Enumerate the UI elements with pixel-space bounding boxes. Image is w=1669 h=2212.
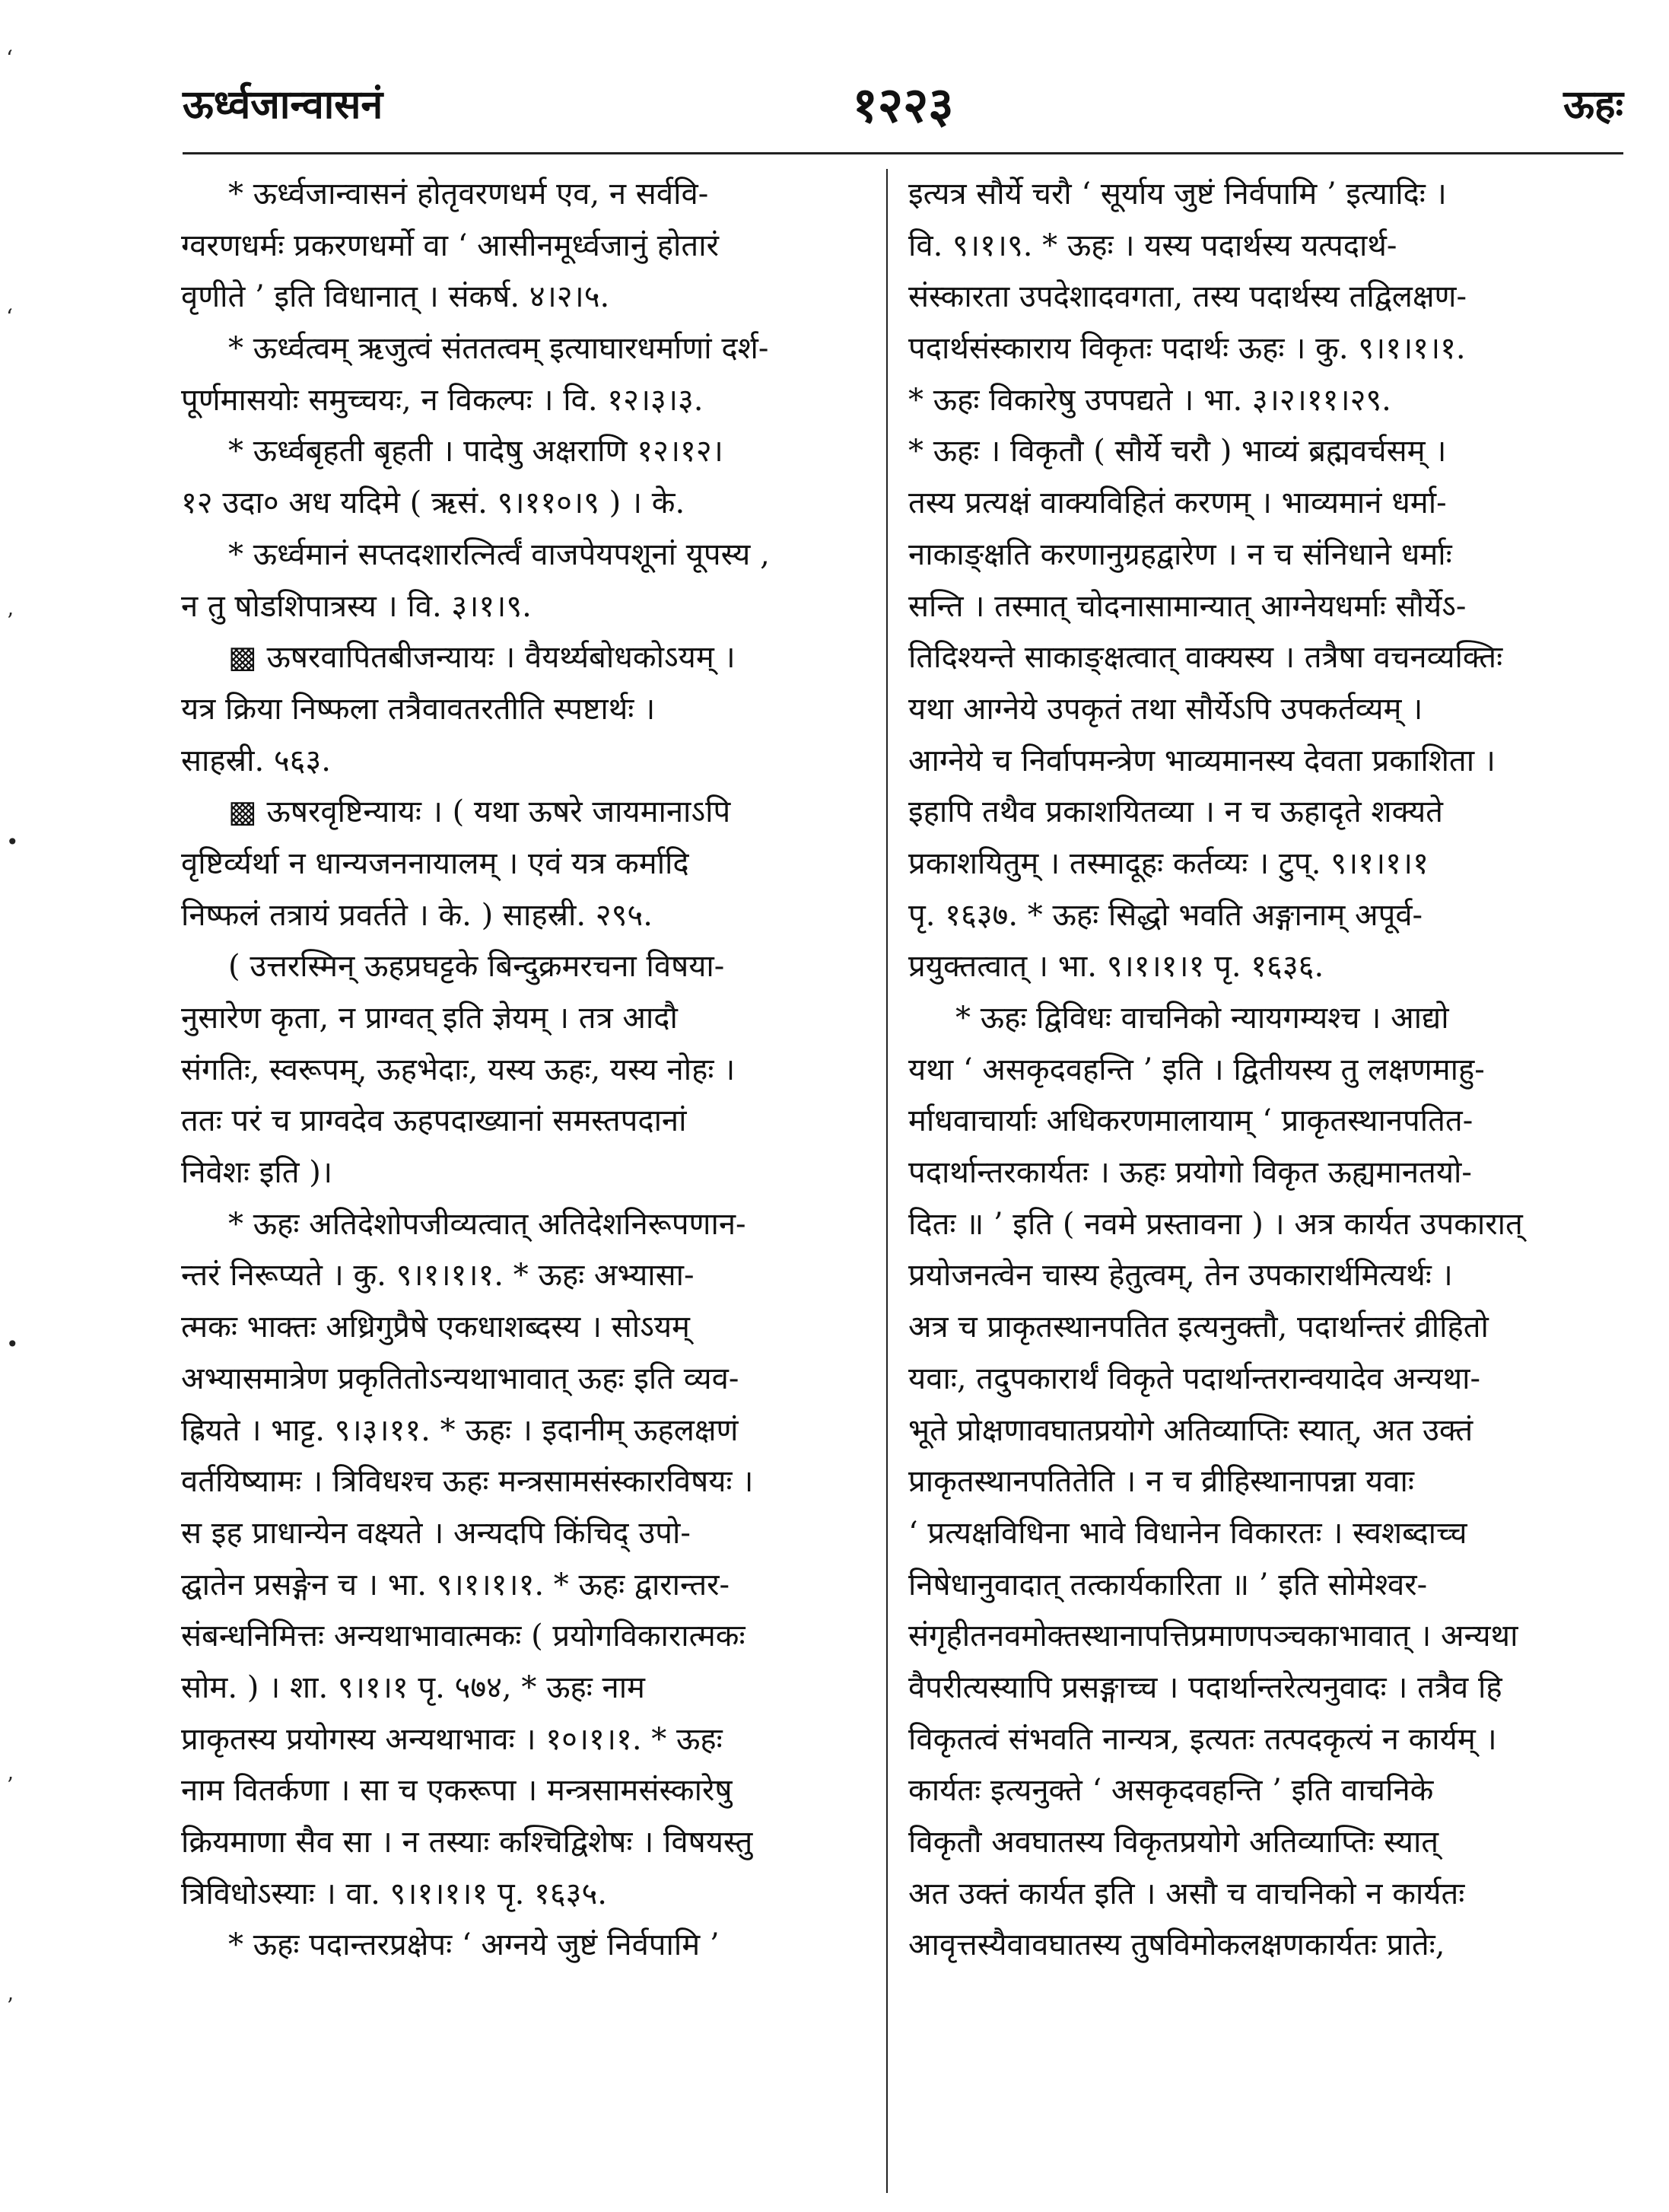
text-line: ‘ प्रत्यक्षविधिना भावे विधानेन विकारतः । स्वशब्दाच्च [908, 1515, 1467, 1551]
text-line: * ऊहः अतिदेशोपजीव्यत्वात् अतिदेशनिरूपणान- [228, 1206, 746, 1242]
text-line: यथा ‘ असकृदवहन्ति ’ इति । द्वितीयस्य तु लक्षणमाहु- [908, 1052, 1485, 1087]
text-line: सन्ति । तस्मात् चोदनासामान्यात् आग्नेयधर्माः सौर्येऽ- [908, 588, 1467, 624]
text-line: यवाः, तदुपकारार्थं विकृते पदार्थान्तरान्वयादेव अन्यथा- [908, 1361, 1481, 1396]
text-line: ▩ ऊषरवापितबीजन्यायः । वैयर्थ्यबोधकोऽयम् । [228, 640, 736, 676]
text-line: ( उत्तरस्मिन् ऊहप्रघट्टके बिन्दुक्रमरचना विषया- [228, 949, 725, 985]
header-right-term: ऊहः [1563, 81, 1623, 128]
text-line: त्रिविधोऽस्याः । वा. ९।१।१।१ पृ. १६३५. [181, 1876, 607, 1911]
text-line: १२ उदा० अध यदिमे ( ऋसं. ९।११०।९ ) । के. [181, 485, 685, 521]
text-line: प्रकाशयितुम् । तस्मादूहः कर्तव्यः । टुप्. ९।१।१।१ [908, 845, 1429, 881]
text-line: तिदिश्यन्ते साकाङ्क्षत्वात् वाक्यस्य । तत्रैषा वचनव्यक्तिः [908, 640, 1503, 676]
text-line: ▩ ऊषरवृष्टिन्यायः । ( यथा ऊषरे जायमानाऽपि [228, 794, 731, 830]
text-line: प्राकृतस्थानपतितेति । न च व्रीहिस्थानापन्ना यवाः [908, 1464, 1414, 1500]
text-line: दितः ॥ ’ इति ( नवमे प्रस्तावना ) । अत्र कार्यत उपकारात् [908, 1206, 1523, 1242]
margin-mark: ʻ [6, 46, 13, 71]
page-number: १२२३ [852, 77, 954, 134]
text-line: निवेशः इति )। [181, 1155, 333, 1191]
text-line: पदार्थसंस्काराय विकृतः पदार्थः ऊहः । कु. ९।१।१।१. [908, 331, 1466, 367]
text-line: यत्र क्रिया निष्फला तत्रैवावतरतीति स्पष्टार्थः । [181, 691, 656, 727]
text-line: साहस्री. ५६३. [181, 743, 331, 778]
text-line: ग्वरणधर्मः प्रकरणधर्मो वा ‘ आसीनमूर्ध्वजानुं होतारं [181, 228, 719, 263]
column-divider [886, 169, 888, 2193]
header-left-term: ऊर्ध्वजान्वासनं [183, 81, 383, 128]
text-line: प्रयोजनत्वेन चास्य हेतुत्वम्, तेन उपकारार्थमित्यर्थः । [908, 1258, 1453, 1294]
text-line: प्रयुक्तत्वात् । भा. ९।१।१।१ पृ. १६३६. [908, 949, 1324, 985]
text-line: प्राकृतस्य प्रयोगस्य अन्यथाभावः । १०।१।१. * ऊहः [181, 1721, 723, 1757]
text-line: अत उक्तं कार्यत इति । असौ च वाचनिको न कार्यतः [908, 1876, 1465, 1911]
text-line: * ऊर्ध्वबृहती बृहती । पादेषु अक्षराणि १२।१२। [228, 434, 723, 469]
margin-mark: ʼ [6, 1994, 13, 2019]
text-line: निषेधानुवादात् तत्कार्यकारिता ॥ ’ इति सोमेश्वर- [908, 1567, 1428, 1603]
text-line: वर्तयिष्यामः । त्रिविधश्च ऊहः मन्त्रसामसंस्कारविषयः । [181, 1464, 754, 1500]
text-line: ततः परं च प्राग्वदेव ऊहपदाख्यानां समस्तपदानां [181, 1103, 687, 1139]
text-line: इत्यत्र सौर्ये चरौ ‘ सूर्याय जुष्टं निर्वपामि ’ इत्यादिः । [908, 177, 1447, 212]
text-line: संगृहीतनवमोक्तस्थानापत्तिप्रमाणपञ्चकाभावात् । अन्यथा [908, 1618, 1518, 1654]
text-line: * ऊहः विकारेषु उपपद्यते । भा. ३।२।११।२९. [908, 382, 1391, 418]
margin-mark: • [6, 1332, 19, 1357]
text-line: नाम वितर्कणा । सा च एकरूपा । मन्त्रसामसंस्कारेषु [181, 1773, 733, 1809]
text-line: संस्कारता उपदेशादवगता, तस्य पदार्थस्य तद्विलक्षण- [908, 279, 1467, 315]
text-line: संगतिः, स्वरूपम्, ऊहभेदाः, यस्य ऊहः, यस्य नोहः । [181, 1052, 736, 1087]
text-line: वि. ९।१।९. * ऊहः । यस्य पदार्थस्य यत्पदार्थ- [908, 228, 1397, 263]
text-line: संबन्धनिमित्तः अन्यथाभावात्मकः ( प्रयोगविकारात्मकः [181, 1618, 745, 1654]
text-line: अत्र च प्राकृतस्थानपतित इत्यनुक्तौ, पदार्थान्तरं व्रीहितो [908, 1310, 1489, 1345]
text-line: विकृतत्वं संभवति नान्यत्र, इत्यतः तत्पदकृत्यं न कार्यम् । [908, 1721, 1497, 1757]
text-line: * ऊर्ध्वमानं सप्तदशारत्निर्त्वं वाजपेयपशूनां यूपस्य , [228, 536, 770, 572]
header-rule [183, 152, 1623, 154]
margin-mark: ʼ [6, 609, 13, 634]
text-line: वैपरीत्यस्यापि प्रसङ्गाच्च । पदार्थान्तरेत्यनुवादः । तत्रैव हि [908, 1669, 1502, 1705]
text-line: पृ. १६३७. * ऊहः सिद्धो भवति अङ्गानाम् अपूर्व- [908, 897, 1423, 933]
text-line: तस्य प्रत्यक्षं वाक्यविहितं करणम् । भाव्यमानं धर्मा- [908, 485, 1447, 521]
text-line: * ऊहः । विकृतौ ( सौर्ये चरौ ) भाव्यं ब्रह्मवर्चसम् । [908, 434, 1447, 469]
margin-mark: ʻ [6, 304, 13, 329]
text-line: द्घातेन प्रसङ्गेन च । भा. ९।१।१।१. * ऊहः द्वारान्तर- [181, 1567, 730, 1603]
text-line: नाकाङ्क्षति करणानुग्रहद्वारेण । न च संनिधाने धर्माः [908, 536, 1452, 572]
margin-mark: • [6, 829, 19, 855]
text-line: आग्नेये च निर्वापमन्त्रेण भाव्यमानस्य देवता प्रकाशिता । [908, 743, 1496, 778]
text-line: न्तरं निरूप्यते । कु. ९।१।१।१. * ऊहः अभ्यासा- [181, 1258, 695, 1294]
text-line: * ऊर्ध्वत्वम् ऋजुत्वं संततत्वम् इत्याघारधर्माणां दर्श- [228, 331, 769, 367]
text-line: पूर्णमासयोः समुच्चयः, न विकल्पः । वि. १२।३।३. [181, 382, 704, 418]
text-line: सोम. ) । शा. ९।१।१ पृ. ५७४, * ऊहः नाम [181, 1669, 645, 1705]
text-line: वृणीते ’ इति विधानात् । संकर्ष. ४।२।५. [181, 279, 610, 315]
text-line: ह्रियते । भाट्ट. ९।३।११. * ऊहः । इदानीम् ऊहलक्षणं [181, 1412, 739, 1448]
text-line: अभ्यासमात्रेण प्रकृतितोऽन्यथाभावात् ऊहः इति व्यव- [181, 1361, 739, 1396]
text-line: विकृतौ अवघातस्य विकृतप्रयोगे अतिव्याप्तिः स्यात् [908, 1825, 1439, 1860]
text-line: न तु षोडशिपात्रस्य । वि. ३।१।९. [181, 588, 532, 624]
text-line: कार्यतः इत्यनुक्ते ‘ असकृदवहन्ति ’ इति वाचनिके [908, 1773, 1434, 1809]
text-line: * ऊहः द्विविधः वाचनिको न्यायगम्यश्च । आद्यो [955, 1001, 1449, 1036]
text-line: क्रियमाणा सैव सा । न तस्याः कश्चिद्विशेषः । विषयस्तु [181, 1825, 753, 1860]
text-line: स इह प्राधान्येन वक्ष्यते । अन्यदपि किंचिद् उपो- [181, 1515, 691, 1551]
right-column [908, 169, 1608, 1972]
text-line: यथा आग्नेये उपकृतं तथा सौर्येऽपि उपकर्तव्यम् । [908, 691, 1423, 727]
text-line: पदार्थान्तरकार्यतः । ऊहः प्रयोगो विकृत ऊह्यमानतयो- [908, 1155, 1472, 1191]
page-header [183, 76, 1623, 137]
text-line: निष्फलं तत्रायं प्रवर्तते । के. ) साहस्री. २९५. [181, 897, 653, 933]
margin-mark: ʼ [6, 1773, 13, 1798]
text-line: त्मकः भाक्तः अध्रिगुप्रैषे एकधाशब्दस्य । सोऽयम् [181, 1310, 690, 1345]
text-line: भूते प्रोक्षणावघातप्रयोगे अतिव्याप्तिः स्यात्, अत उक्तं [908, 1412, 1473, 1448]
text-line: आवृत्तस्यैवावघातस्य तुषविमोकलक्षणकार्यतः प्रातेः, [908, 1927, 1445, 1963]
text-line: इहापि तथैव प्रकाशयितव्या । न च ऊहादृते शक्यते [908, 794, 1443, 830]
text-line: * ऊर्ध्वजान्वासनं होतृवरणधर्म एव, न सर्ववि- [228, 177, 709, 212]
text-line: नुसारेण कृता, न प्राग्वत् इति ज्ञेयम् । तत्र आदौ [181, 1001, 678, 1036]
text-line: * ऊहः पदान्तरप्रक्षेपः ‘ अग्नये जुष्टं निर्वपामि ’ [228, 1927, 720, 1963]
text-line: र्माधवाचार्याः अधिकरणमालायाम् ‘ प्राकृतस्थानपतित- [908, 1103, 1473, 1139]
left-column [181, 169, 881, 1972]
text-line: वृष्टिर्व्यर्था न धान्यजननायालम् । एवं यत्र कर्मादि [181, 845, 689, 881]
